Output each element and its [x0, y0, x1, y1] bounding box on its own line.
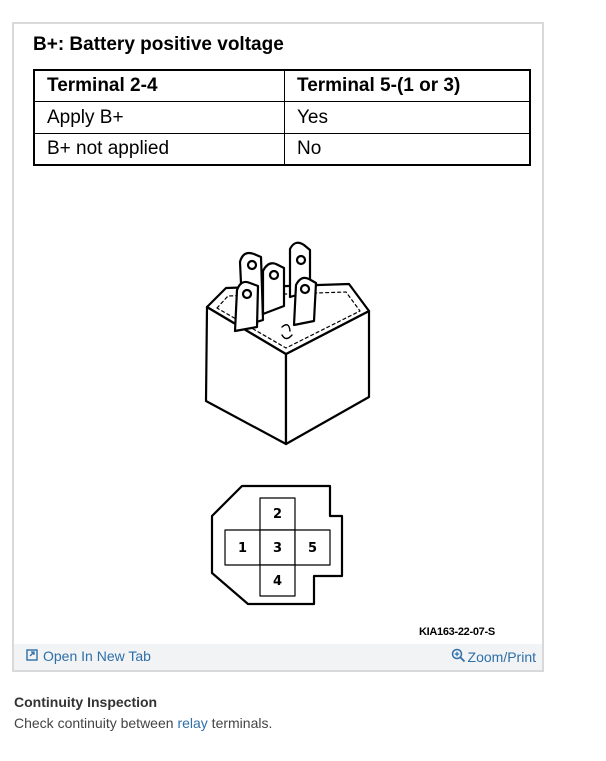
relay-link[interactable]: relay [177, 715, 208, 731]
pin-label-3: 3 [272, 541, 283, 556]
table-header-cell: Terminal 5-(1 or 3) [297, 75, 461, 96]
caption-text-after: terminals. [207, 715, 273, 731]
open-new-tab-icon [26, 648, 38, 664]
open-in-new-tab-link[interactable] [26, 648, 151, 664]
pin-label-5: 5 [307, 541, 318, 556]
caption-text [14, 715, 272, 731]
pin-label-4: 4 [272, 574, 283, 589]
figure-card [12, 22, 544, 672]
table-cell: B+ not applied [35, 134, 285, 164]
caption-text-before: Check continuity between [14, 715, 178, 731]
pin-label-1: 1 [237, 541, 248, 556]
figure-footer [14, 644, 542, 670]
table-cell: No [297, 138, 322, 159]
relay-drawing [206, 243, 369, 444]
zoom-icon [451, 648, 466, 666]
figure-image [14, 24, 542, 646]
zoom-print-link[interactable] [451, 648, 536, 666]
figure-code: KIA163-22-07-S [419, 626, 495, 638]
open-in-new-tab-label: Open In New Tab [43, 648, 151, 664]
figure-title: B+: Battery positive voltage [33, 34, 284, 55]
zoom-print-label: Zoom/Print [467, 649, 536, 665]
pin-label-2: 2 [272, 507, 283, 522]
caption-title: Continuity Inspection [14, 694, 158, 710]
table-header-cell: Terminal 2-4 [35, 71, 285, 101]
relay-diagram [14, 24, 542, 646]
table-cell: Apply B+ [35, 102, 285, 133]
table-cell: Yes [297, 106, 328, 128]
